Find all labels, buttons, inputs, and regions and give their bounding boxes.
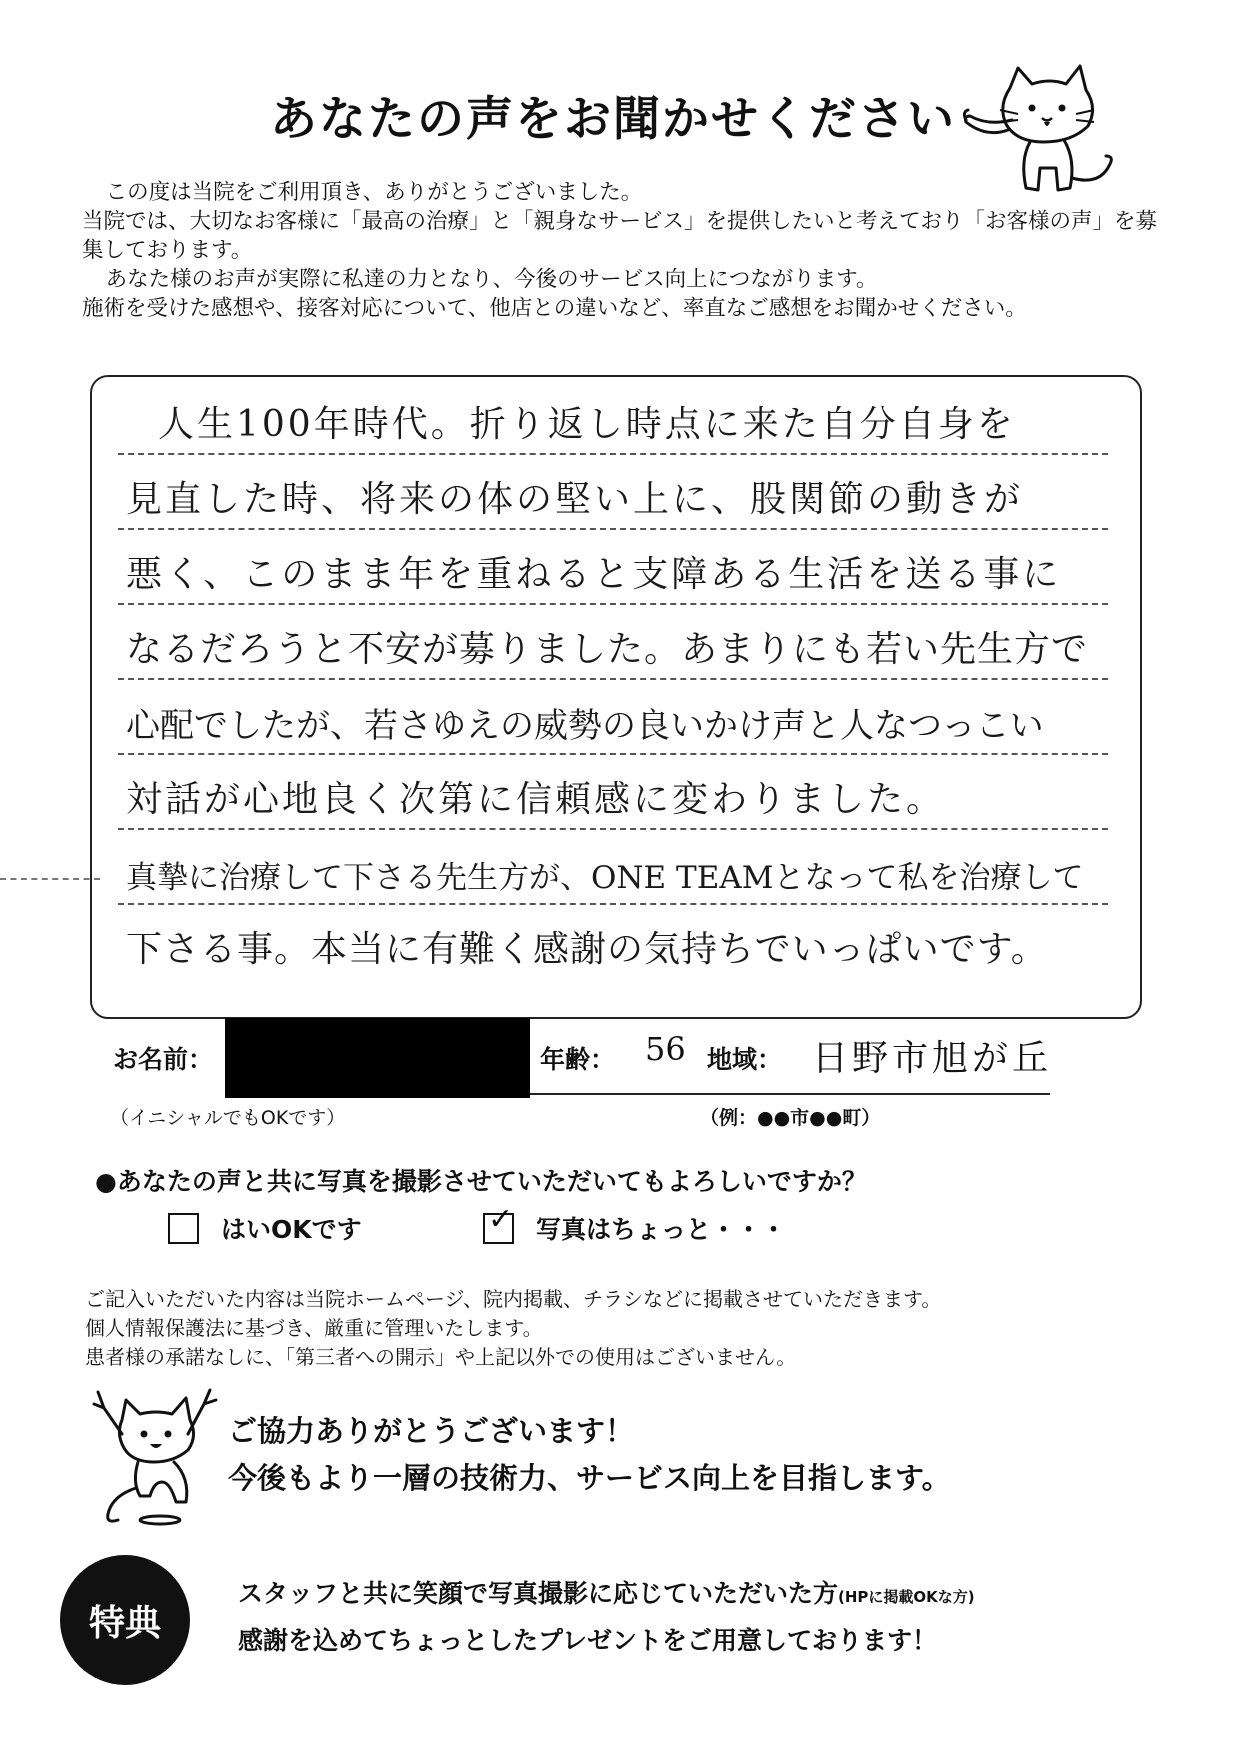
comment-line	[118, 680, 1108, 755]
photo-question: ●あなたの声と共に写真を撮影させていただいてもよろしいですか？	[95, 1167, 867, 1196]
intro-line: あなた様のお声が実際に私達の力となり、今後のサービス向上につながります。	[105, 267, 878, 292]
stray-dashed-line	[0, 878, 100, 880]
handwritten-text: 真摯に治療して下さる先生方が、ONE TEAMとなって私を治療して	[126, 860, 1084, 896]
comment-line	[118, 830, 1108, 905]
check-mark-icon: ✓	[488, 1201, 514, 1237]
region-label: 地域：	[707, 1045, 783, 1074]
intro-line: 施術を受けた感想や、接客対応について、他店との違いなど、率直なご感想をお聞かせください。	[82, 296, 1027, 321]
checkbox-yes[interactable]	[168, 1213, 199, 1244]
region-hint: （例：●●市●●町）	[700, 1107, 881, 1129]
privacy-notice	[85, 1285, 1165, 1372]
handwritten-text: 人生100年時代。折り返し時点に来た自分自身を	[158, 404, 1016, 445]
handwritten-text: 悪く、このまま年を重ねると支障ある生活を送る事に	[126, 554, 1062, 595]
thanks-line: ご協力ありがとうございます！	[228, 1414, 635, 1448]
perk-note: (HPに掲載OKな方)	[838, 1588, 975, 1606]
name-label: お名前：	[113, 1045, 214, 1074]
age-value: 56	[645, 1030, 686, 1068]
comment-line	[118, 755, 1108, 830]
intro-text	[82, 178, 1162, 323]
perk-line	[238, 1572, 975, 1619]
comment-line	[118, 380, 1108, 455]
perk-line: 感謝を込めてちょっとしたプレゼントをご用意しております！	[238, 1626, 938, 1655]
name-hint: （イニシャルでもOKです）	[110, 1107, 346, 1129]
photo-option-yes[interactable]	[168, 1210, 362, 1246]
comment-lines	[118, 380, 1108, 978]
perk-text	[238, 1572, 975, 1662]
privacy-line: ご記入いただいた内容は当院ホームページ、院内掲載、チラシなどに掲載させていただきます。	[85, 1287, 942, 1311]
option-no-label: 写真はちょっと・・・	[536, 1215, 787, 1244]
thanks-message	[228, 1408, 951, 1502]
privacy-line: 患者様の承諾なしに、「第三者への開示」や上記以外での使用はございません。	[85, 1345, 797, 1369]
comment-line	[118, 905, 1108, 978]
intro-line: この度は当院をご利用頂き、ありがとうございました。	[105, 180, 643, 205]
comment-line	[118, 455, 1108, 530]
option-yes-label: はいOKです	[221, 1215, 362, 1244]
region-value: 日野市旭が丘	[812, 1038, 1053, 1079]
age-label: 年齢：	[540, 1045, 616, 1074]
handwritten-text: 対話が心地良く次第に信頼感に変わりました。	[126, 779, 946, 820]
perk-line1: スタッフと共に笑顔で写真撮影に応じていただいた方	[238, 1579, 839, 1608]
handwritten-text: 下さる事。本当に有難く感謝の気持ちでいっぱいです。	[126, 929, 1048, 970]
intro-line: 当院では、大切なお客様に「最高の治療」と「親身なサービス」を提供したいと考えており「お客様の声」を募集しております。	[82, 209, 1158, 263]
handwritten-text: 見直した時、将来の体の堅い上に、股関節の動きが	[126, 479, 1024, 520]
photo-option-no[interactable]	[483, 1201, 787, 1246]
comment-line	[118, 605, 1108, 680]
redacted-name	[225, 1018, 530, 1098]
page-title: あなたの声をお聞かせください	[270, 92, 956, 147]
checkbox-no[interactable]	[483, 1201, 514, 1244]
perk-badge: 特典	[60, 1555, 190, 1685]
privacy-line: 個人情報保護法に基づき、厳重に管理いたします。	[85, 1316, 543, 1340]
handwritten-text: なるだろうと不安が募りました。あまりにも若い先生方で	[126, 629, 1089, 670]
handwritten-text: 心配でしたが、若さゆえの威勢の良いかけ声と人なつっこい	[126, 706, 1044, 746]
comment-line	[118, 530, 1108, 605]
thanks-line: 今後もより一層の技術力、サービス向上を目指します。	[228, 1461, 951, 1495]
cat-cheering-illustration	[92, 1378, 222, 1528]
underline	[530, 1093, 1050, 1095]
